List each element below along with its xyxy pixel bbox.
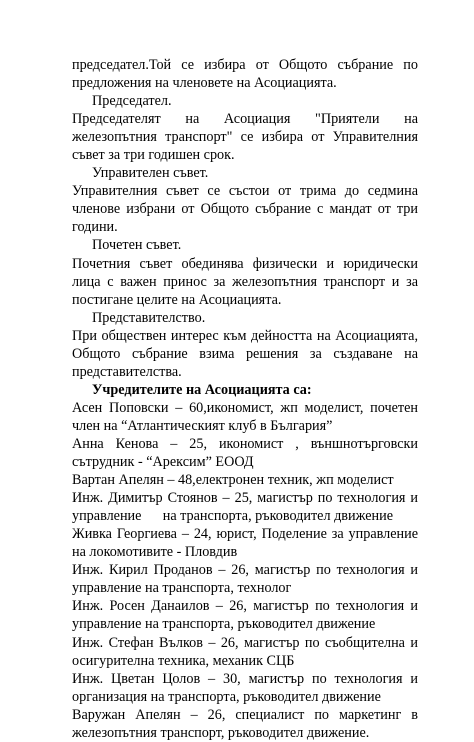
heading-chairman: Председател. xyxy=(92,93,172,110)
paragraph-honorary-council: Почетния съвет обединява физически и юридически лица с важен принос за железопътния транспорт и за постигане целите на Асоциацията. xyxy=(72,255,418,308)
founder-entry: Анна Кенова – 25, икономист , външнотърговски сътрудник - “Арексим” ЕООД xyxy=(72,435,418,471)
founder-entry: Асен Поповски – 60,икономист, жп моделист, почетен член на “Атлантическият клуб в България” xyxy=(72,399,418,434)
founder-entry: Инж. Димитър Стоянов – 25, магистър по технология и управление на транспорта, ръководител движение xyxy=(72,490,422,525)
heading-management-board: Управителен съвет. xyxy=(92,165,209,182)
founder-entry: Инж. Росен Данаилов – 26, магистър по технология и управление на транспорта, ръководител движение xyxy=(72,598,418,633)
heading-honorary-council: Почетен съвет. xyxy=(92,237,182,254)
founder-entry: Вартан Апелян – 48,електронен техник, жп моделист xyxy=(72,472,394,489)
document-page xyxy=(72,56,422,742)
founder-entry: Варужан Апелян – 26, специалист по маркетинг в железопътния транспорт, ръководител движение. xyxy=(72,706,418,741)
founder-entry: Инж. Кирил Проданов – 26, магистър по технология и управление на транспорта, технолог xyxy=(72,562,418,597)
founder-entry: Инж. Стефан Вълков – 26, магистър по съобщителна и осигурителна техника, механик СЦБ xyxy=(72,634,418,669)
heading-founders: Учредителите на Асоциацията са: xyxy=(92,381,312,398)
heading-representation: Представителство. xyxy=(92,309,206,326)
founder-entry: Инж. Цветан Цолов – 30, магистър по технология и организация на транспорта, ръководител движение xyxy=(72,670,418,705)
paragraph-chairman-election: председател.Той се избира от Общото събрание по предложения на членовете на Асоциацията. xyxy=(72,57,418,92)
founder-entry: Живка Георгиева – 24, юрист, Поделение за управление на локомотивите - Пловдив xyxy=(72,526,418,561)
paragraph-management-board: Управителния съвет се състои от трима до седмина членове избрани от Общото събрание с мандат от три години. xyxy=(72,183,418,236)
paragraph-representation: При обществен интерес към дейността на Асоциацията, Общото събрание взима решения за създаване на представителства. xyxy=(72,327,418,380)
paragraph-chairman: Председателят на Асоциация "Приятели на железопътния транспорт" се избира от Управителния съвет за три годишен срок. xyxy=(72,111,418,164)
